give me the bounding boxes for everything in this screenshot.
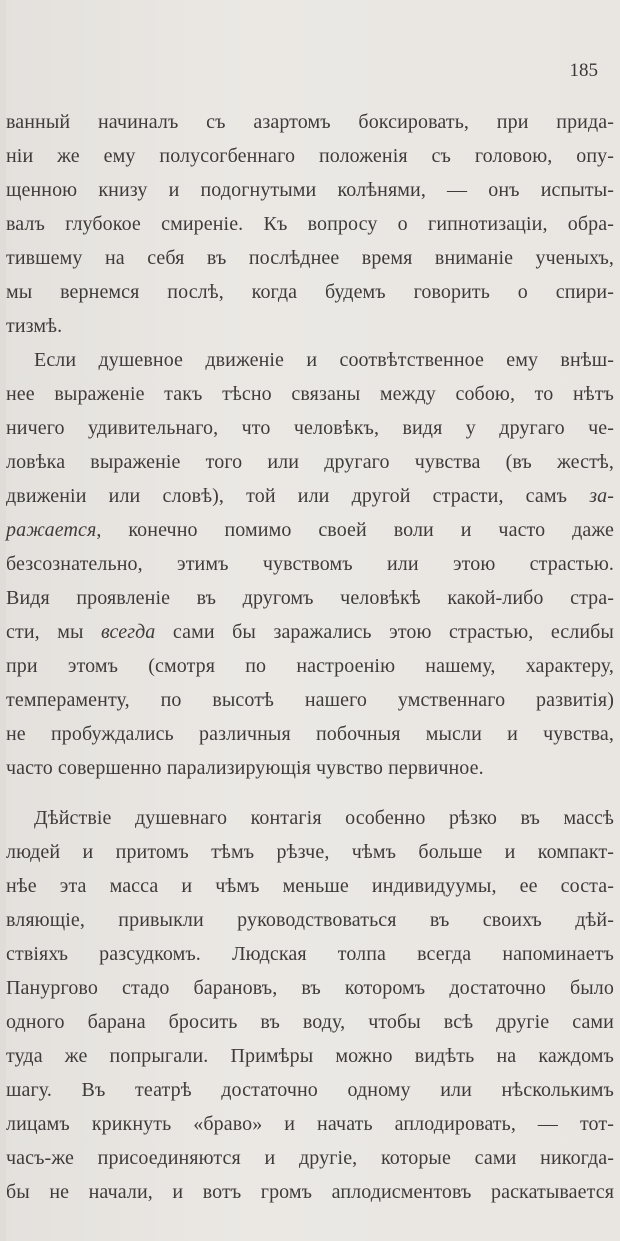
text-line: Видя проявленіе въ другомъ человѣкѣ какой-либо стра- xyxy=(6,587,614,609)
text-line: ловѣка выраженіе того или другаго чувства (въ жестѣ, xyxy=(6,451,614,473)
text-line: Панургово стадо барановъ, въ которомъ достаточно было xyxy=(6,977,614,999)
text-line: при этомъ (смотря по настроенію нашему, характеру, xyxy=(6,655,614,677)
page-number: 185 xyxy=(569,60,598,81)
italic-text: ражается xyxy=(6,519,97,541)
text-segment: сти, мы xyxy=(6,621,84,643)
text-line: не пробуждались различныя побочныя мысли и чувства, xyxy=(6,723,614,745)
text-line: часто совершенно парализирующія чувство первичное. xyxy=(6,757,484,779)
italic-text: всегда xyxy=(100,621,156,643)
italic-text: за- xyxy=(589,485,615,507)
text-line: Дѣйствіе душевнаго контагія особенно рѣзко въ массѣ xyxy=(34,807,614,829)
text-line: нее выраженіе такъ тѣсно связаны между собою, то нѣтъ xyxy=(6,383,614,405)
text-line xyxy=(6,615,614,649)
text-line: туда же попрыгали. Примѣры можно видѣть на каждомъ xyxy=(6,1045,614,1067)
text-line: ніи же ему полусогбеннаго положенія съ головою, опу- xyxy=(6,145,614,167)
text-line: тившему на себя въ послѣднее время вниманіе ученыхъ, xyxy=(6,247,614,269)
text-line: вляющіе, привыкли руководствоваться въ своихъ дѣй- xyxy=(6,909,614,931)
text-line: шагу. Въ театрѣ достаточно одному или нѣсколькимъ xyxy=(6,1079,614,1101)
text-line: валъ глубокое смиреніе. Къ вопросу о гипнотизаціи, обра- xyxy=(6,213,614,235)
text-line: мы вернемся послѣ, когда будемъ говорить о спири- xyxy=(6,281,614,303)
text-line xyxy=(6,479,614,513)
text-segment: , конечно помимо своей воли и часто даже xyxy=(96,519,614,541)
text-line: часъ-же присоединяются и другіе, которые сами никогда- xyxy=(6,1147,614,1169)
text-line: безсознательно, этимъ чувствомъ или этою страстью. xyxy=(6,553,614,575)
text-line: щенною книзу и подогнутыми колѣнями, — онъ испыты- xyxy=(6,179,614,201)
text-line: ствіяхъ разсудкомъ. Людская толпа всегда напоминаетъ xyxy=(6,943,614,965)
text-line: нѣе эта масса и чѣмъ меньше индивидуумы, ее соста- xyxy=(6,875,614,897)
text-segment: движеніи или словѣ), той или другой страсти, самъ xyxy=(6,485,568,507)
text-line: тизмѣ. xyxy=(6,315,63,337)
text-line: лицамъ крикнуть «браво» и начать аплодировать, — тот- xyxy=(6,1113,614,1135)
text-line: темпераменту, по высотѣ нашего умственнаго развитія) xyxy=(6,689,614,711)
text-line: ничего удивительнаго, что человѣкъ, видя у другаго че- xyxy=(6,417,614,439)
text-line: ванный начиналъ съ азартомъ боксировать, при прида- xyxy=(6,111,614,133)
text-line: Если душевное движеніе и соотвѣтственное ему внѣш- xyxy=(34,349,614,371)
text-segment: сами бы заражались этою страстью, еслибы xyxy=(172,621,614,643)
text-line: бы не начали, и вотъ громъ аплодисментовъ раскатывается xyxy=(6,1181,614,1203)
text-line xyxy=(6,513,614,547)
text-line: одного барана бросить въ воду, чтобы всѣ другіе сами xyxy=(6,1011,614,1033)
text-line: людей и притомъ тѣмъ рѣзче, чѣмъ больше и компакт- xyxy=(6,841,614,863)
